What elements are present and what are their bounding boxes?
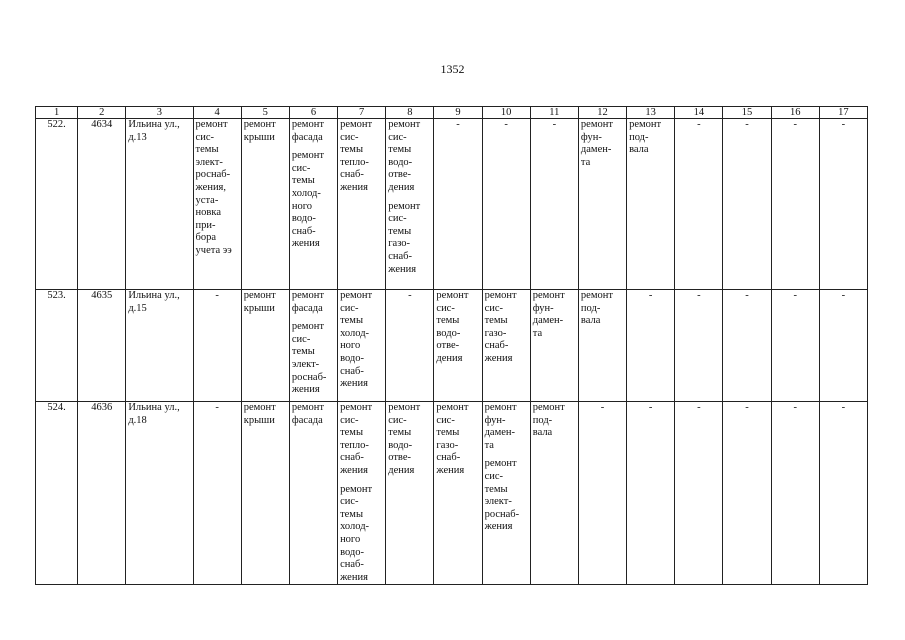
column-header: 13 <box>627 107 675 119</box>
empty-work-cell: - <box>723 119 771 290</box>
work-text-line: снаб- <box>340 169 364 181</box>
work-text-line: та <box>580 156 591 168</box>
work-text-line: ремонт <box>243 119 276 130</box>
work-text-line: дамен- <box>580 144 612 156</box>
empty-work-cell: - <box>530 119 578 290</box>
work-text-line: ремонт <box>195 119 228 130</box>
work-text-line: ремонт <box>340 483 373 495</box>
table-row <box>36 402 868 585</box>
work-text-line: ремонт <box>580 119 613 130</box>
work-text-line: ремонт <box>388 200 421 212</box>
empty-work-cell: - <box>675 290 723 402</box>
work-text-line: сис- <box>484 470 504 482</box>
column-header: 6 <box>289 107 337 119</box>
work-text-line: жения <box>340 464 368 476</box>
work-entry <box>340 402 383 478</box>
work-cell <box>434 290 482 402</box>
work-text-line: ремонт <box>532 290 565 301</box>
work-cell <box>289 290 337 402</box>
work-text-line: сис- <box>388 213 407 225</box>
house-code: 4635 <box>78 290 126 402</box>
work-text-line: жения <box>340 181 368 193</box>
work-text-line: ремонт <box>484 290 517 301</box>
house-code: 4636 <box>78 402 126 585</box>
work-entry <box>244 402 287 427</box>
work-cell <box>530 402 578 585</box>
work-entry <box>196 119 239 258</box>
work-text-line: холод- <box>340 327 370 339</box>
work-text-line: сис- <box>340 414 359 426</box>
work-cell <box>482 402 530 585</box>
work-entry <box>533 290 576 340</box>
work-text-line: ремонт <box>484 458 517 470</box>
empty-work-cell: - <box>434 119 482 290</box>
work-text-line: фасада <box>291 302 323 314</box>
address-line: Ильина ул., <box>128 119 180 130</box>
column-header: 7 <box>338 107 386 119</box>
work-text-line: темы <box>388 225 412 237</box>
work-text-line: сис- <box>340 496 359 508</box>
work-text-line: водо- <box>291 213 316 225</box>
work-text-line: жения <box>484 521 513 533</box>
work-text-line: та <box>532 327 543 339</box>
work-text-line: ного <box>291 200 313 212</box>
work-text-line: темы <box>484 483 508 495</box>
work-text-line: вала <box>532 427 553 439</box>
empty-work-cell: - <box>627 290 675 402</box>
empty-work-cell: - <box>193 290 241 402</box>
table-row <box>36 290 868 402</box>
column-header: 17 <box>819 107 867 119</box>
work-cell <box>530 290 578 402</box>
work-text-line: вала <box>629 144 649 156</box>
empty-work-cell: - <box>771 290 819 402</box>
work-entry <box>533 402 576 440</box>
work-text-line: под- <box>580 302 601 314</box>
row-number: 524. <box>36 402 78 585</box>
work-text-line: роснаб- <box>291 371 327 383</box>
work-text-line: водо- <box>388 439 413 451</box>
work-text-line: ремонт <box>291 150 324 162</box>
work-text-line: дения <box>388 464 415 476</box>
work-text-line: жения, <box>195 181 227 193</box>
work-text-line: сис- <box>291 162 311 174</box>
work-text-line: сис- <box>388 414 407 426</box>
empty-work-cell: - <box>386 290 434 402</box>
empty-work-cell: - <box>771 119 819 290</box>
work-cell <box>338 402 386 585</box>
work-text-line: темы <box>388 427 412 439</box>
work-entry <box>292 402 335 427</box>
work-text-line: жения <box>340 571 368 583</box>
empty-work-cell: - <box>193 402 241 585</box>
work-entry <box>388 201 431 277</box>
work-cell <box>289 119 337 290</box>
work-text-line: дения <box>436 352 463 364</box>
work-cell <box>386 402 434 585</box>
work-text-line: ремонт <box>291 402 324 413</box>
work-text-line: дамен- <box>484 427 516 439</box>
work-entry <box>292 321 335 397</box>
work-cell <box>482 290 530 402</box>
work-text-line: дения <box>388 181 415 193</box>
work-cell <box>386 119 434 290</box>
work-text-line: ремонт <box>340 402 373 413</box>
work-text-line: отве- <box>388 169 411 181</box>
work-text-line: жения <box>484 352 513 364</box>
work-text-line: тепло- <box>340 156 369 168</box>
work-text-line: сис- <box>436 302 455 314</box>
work-text-line: темы <box>436 427 460 439</box>
work-entry <box>340 290 383 391</box>
header-row <box>36 107 868 119</box>
work-text-line: темы <box>340 144 364 156</box>
column-header: 11 <box>530 107 578 119</box>
column-header: 3 <box>126 107 193 119</box>
work-entry <box>629 119 672 157</box>
work-text-line: снаб- <box>484 340 509 352</box>
work-text-line: темы <box>340 315 364 327</box>
work-text-line: темы <box>291 175 315 187</box>
address-cell <box>126 290 193 402</box>
work-cell <box>627 119 675 290</box>
work-text-line: крыши <box>243 414 275 426</box>
work-text-line: та <box>484 439 494 451</box>
work-cell <box>338 119 386 290</box>
address-cell <box>126 119 193 290</box>
work-text-line: роснаб- <box>484 508 520 520</box>
work-text-line: ремонт <box>629 119 662 130</box>
column-header: 9 <box>434 107 482 119</box>
page-number: 1352 <box>440 62 465 76</box>
work-entry <box>581 290 624 328</box>
registry-table <box>35 106 868 585</box>
work-text-line: тепло- <box>340 439 369 451</box>
work-text-line: жения <box>388 263 417 275</box>
work-text-line: снаб- <box>340 452 364 464</box>
work-cell <box>578 119 626 290</box>
work-text-line: фасада <box>291 131 323 143</box>
work-text-line: ремонт <box>243 402 276 413</box>
column-header: 12 <box>578 107 626 119</box>
work-entry <box>340 119 383 195</box>
work-text-line: темы <box>388 144 412 156</box>
work-text-line: ремонт <box>340 290 373 301</box>
work-text-line: под- <box>629 131 649 143</box>
empty-work-cell: - <box>627 402 675 585</box>
address-line: Ильина ул., <box>128 402 180 413</box>
work-text-line: ремонт <box>436 402 469 413</box>
work-text-line: элект- <box>484 496 512 508</box>
empty-work-cell: - <box>771 402 819 585</box>
work-text-line: жения <box>436 464 465 476</box>
column-header: 15 <box>723 107 771 119</box>
work-text-line: жения <box>340 378 368 390</box>
work-cell <box>434 402 482 585</box>
work-text-line: сис- <box>388 131 407 143</box>
address-line: Ильина ул., <box>128 290 180 301</box>
work-text-line: элект- <box>291 358 320 370</box>
work-text-line: ремонт <box>291 290 324 301</box>
work-cell <box>241 119 289 290</box>
work-text-line: темы <box>436 315 460 327</box>
work-text-line: водо- <box>340 546 364 558</box>
work-entry <box>436 402 479 478</box>
address-cell <box>126 402 193 585</box>
work-text-line: газо- <box>388 238 411 250</box>
address-line: д.18 <box>128 414 147 426</box>
work-text-line: снаб- <box>340 559 364 571</box>
work-text-line: сис- <box>195 131 214 143</box>
work-text-line: фун- <box>532 302 554 314</box>
work-text-line: фун- <box>484 414 506 426</box>
work-text-line: жения <box>291 384 320 396</box>
work-text-line: холод- <box>340 521 370 533</box>
address-line: д.15 <box>128 302 147 314</box>
work-text-line: ремонт <box>291 321 324 333</box>
empty-work-cell: - <box>723 402 771 585</box>
work-text-line: ремонт <box>291 119 324 130</box>
column-header: 14 <box>675 107 723 119</box>
column-header: 16 <box>771 107 819 119</box>
work-text-line: элект- <box>195 156 223 168</box>
work-text-line: сис- <box>340 302 359 314</box>
work-entry <box>244 119 287 144</box>
empty-work-cell: - <box>819 119 867 290</box>
empty-work-cell: - <box>675 119 723 290</box>
work-entry <box>292 290 335 315</box>
column-header: 1 <box>36 107 78 119</box>
work-cell <box>193 119 241 290</box>
work-text-line: водо- <box>340 352 364 364</box>
work-text-line: снаб- <box>388 250 413 262</box>
work-text-line: новка <box>195 207 221 219</box>
work-cell <box>338 290 386 402</box>
work-entry <box>485 458 528 534</box>
work-text-line: бора <box>195 232 217 244</box>
work-text-line: крыши <box>243 302 275 314</box>
empty-work-cell: - <box>482 119 530 290</box>
work-text-line: сис- <box>340 131 359 143</box>
work-text-line: отве- <box>436 340 460 352</box>
work-text-line: сис- <box>291 333 311 345</box>
work-text-line: ремонт <box>243 290 276 301</box>
work-text-line: дамен- <box>532 315 564 327</box>
empty-work-cell: - <box>578 402 626 585</box>
column-header: 8 <box>386 107 434 119</box>
work-text-line: снаб- <box>340 365 364 377</box>
work-entry <box>485 290 528 366</box>
work-text-line: фасада <box>291 414 323 426</box>
work-text-line: снаб- <box>436 452 461 464</box>
empty-work-cell: - <box>819 290 867 402</box>
work-text-line: газо- <box>484 327 507 339</box>
work-text-line: ремонт <box>484 402 517 413</box>
work-cell <box>241 290 289 402</box>
work-entry <box>388 119 431 195</box>
column-header: 2 <box>78 107 126 119</box>
house-code: 4634 <box>78 119 126 290</box>
work-text-line: крыши <box>243 131 275 143</box>
address-line: д.13 <box>128 131 147 143</box>
work-text-line: фун- <box>580 131 602 143</box>
work-text-line: холод- <box>291 187 321 199</box>
work-entry <box>340 484 383 585</box>
work-entry <box>581 119 624 169</box>
column-header: 5 <box>241 107 289 119</box>
work-text-line: роснаб- <box>195 169 231 181</box>
empty-work-cell: - <box>819 402 867 585</box>
work-entry <box>485 402 528 452</box>
work-text-line: учета ээ <box>195 244 232 256</box>
work-text-line: при- <box>195 219 216 231</box>
work-text-line: ремонт <box>532 402 565 413</box>
work-text-line: водо- <box>388 156 413 168</box>
work-text-line: темы <box>484 315 508 327</box>
work-text-line: водо- <box>436 327 461 339</box>
work-text-line: темы <box>340 508 364 520</box>
work-cell <box>241 402 289 585</box>
work-entry <box>292 150 335 251</box>
work-cell <box>578 290 626 402</box>
work-text-line: газо- <box>436 439 459 451</box>
work-text-line: сис- <box>436 414 455 426</box>
table-body <box>36 119 868 585</box>
empty-work-cell: - <box>675 402 723 585</box>
work-text-line: темы <box>340 427 364 439</box>
work-text-line: темы <box>195 144 219 156</box>
work-entry <box>292 119 335 144</box>
empty-work-cell: - <box>723 290 771 402</box>
work-text-line: ремонт <box>388 119 421 130</box>
work-text-line: ремонт <box>388 402 421 413</box>
work-entry <box>436 290 479 366</box>
row-number: 523. <box>36 290 78 402</box>
work-text-line: под- <box>532 414 553 426</box>
work-text-line: снаб- <box>291 225 316 237</box>
work-text-line: темы <box>291 346 315 358</box>
work-entry <box>388 402 431 478</box>
work-text-line: ремонт <box>436 290 469 301</box>
work-text-line: ного <box>340 533 361 545</box>
work-entry <box>244 290 287 315</box>
work-text-line: отве- <box>388 452 411 464</box>
work-text-line: ного <box>340 340 361 352</box>
work-text-line: вала <box>580 315 601 327</box>
work-text-line: ремонт <box>340 119 373 130</box>
row-number: 522. <box>36 119 78 290</box>
table-row <box>36 119 868 290</box>
column-header: 10 <box>482 107 530 119</box>
work-text-line: жения <box>291 238 320 250</box>
work-text-line: ремонт <box>580 290 613 301</box>
work-text-line: сис- <box>484 302 504 314</box>
work-cell <box>289 402 337 585</box>
column-header: 4 <box>193 107 241 119</box>
work-text-line: уста- <box>195 194 219 206</box>
